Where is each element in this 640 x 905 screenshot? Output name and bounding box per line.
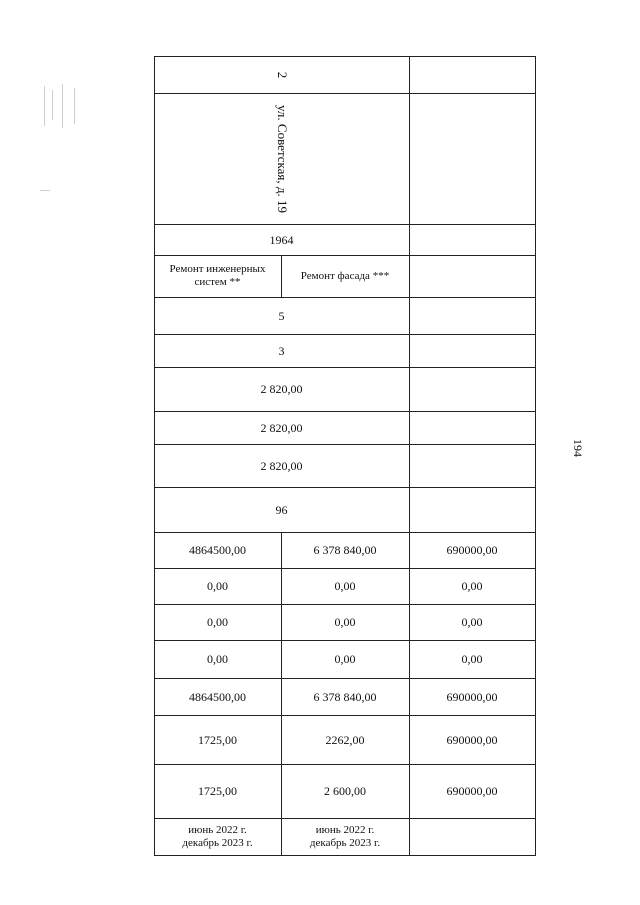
table-cell: 4864500,00 <box>189 543 246 557</box>
table-cell: 690000,00 <box>446 732 498 747</box>
table-rule <box>154 855 536 856</box>
table-rule <box>154 93 536 94</box>
summary-cell: 3 <box>278 343 285 358</box>
year-cell: 1964 <box>269 232 294 247</box>
scan-artifact <box>74 88 75 124</box>
summary-cell: 2 820,00 <box>260 420 303 435</box>
row-number: 2 <box>275 71 290 79</box>
table-cell: 0,00 <box>334 652 356 666</box>
table-cell: 690000,00 <box>446 543 498 557</box>
table-cell: 4864500,00 <box>189 689 246 704</box>
table-cell: 6 378 840,00 <box>313 543 377 557</box>
table-rule <box>154 56 536 57</box>
period-cell: июнь 2022 г. декабрь 2023 г. <box>309 823 381 849</box>
table-cell: 0,00 <box>461 615 483 629</box>
table-cell: 2262,00 <box>325 732 365 747</box>
table-cell: 1725,00 <box>198 784 237 798</box>
table-cell: 690000,00 <box>446 784 498 798</box>
summary-cell: 2 820,00 <box>260 458 303 473</box>
table-cell: 0,00 <box>334 579 356 593</box>
table-rule <box>409 56 410 533</box>
scan-artifact <box>62 84 63 128</box>
table-cell: 2 600,00 <box>324 784 366 798</box>
period-cell: июнь 2022 г. декабрь 2023 г. <box>182 823 253 849</box>
table-cell: 1725,00 <box>198 732 237 747</box>
page-number: 194 <box>571 439 585 457</box>
scan-artifact <box>44 86 45 126</box>
data-table <box>154 56 536 856</box>
summary-cell: 5 <box>278 308 285 323</box>
table-cell: 0,00 <box>461 652 483 666</box>
work-type-facade: Ремонт фасада *** <box>300 269 390 282</box>
table-cell: 0,00 <box>207 579 228 593</box>
table-cell: 6 378 840,00 <box>313 689 377 704</box>
scan-artifact <box>52 90 53 120</box>
work-type-engineering: Ремонт инженерных систем ** <box>169 263 266 288</box>
summary-cell: 2 820,00 <box>260 382 303 396</box>
table-cell: 0,00 <box>334 615 356 629</box>
table-cell: 690000,00 <box>446 689 498 704</box>
table-cell: 0,00 <box>461 579 483 593</box>
table-cell: 0,00 <box>207 652 228 666</box>
summary-cell: 96 <box>275 502 288 517</box>
scan-artifact <box>40 190 50 191</box>
table-rule <box>535 56 536 856</box>
table-cell: 0,00 <box>207 615 228 629</box>
address: ул. Советская, д. 19 <box>275 104 290 213</box>
